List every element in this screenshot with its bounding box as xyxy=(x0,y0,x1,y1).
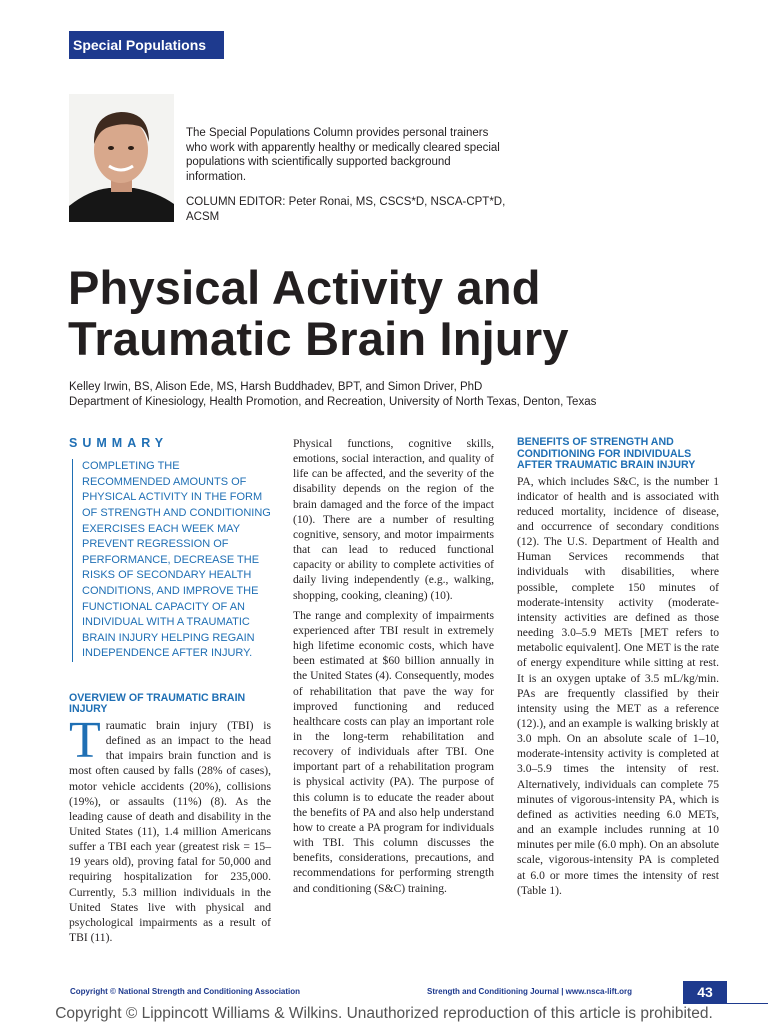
portrait-image xyxy=(69,94,174,222)
footer-journal: Strength and Conditioning Journal | www.nsca-lift.org xyxy=(427,987,633,996)
affiliation: Department of Kinesiology, Health Promotion, and Recreation, University of North Texas, Denton, Texas xyxy=(69,396,597,408)
benefits-heading: BENEFITS OF STRENGTH AND CONDITIONING FOR INDIVIDUALS AFTER TRAUMATIC BRAIN INJURY xyxy=(517,436,696,471)
benefits-paragraph: PA, which includes S&C, is the number 1 indicator of health and is associated with reduced mortality, incidence of disease, and occurrence of secondary conditions (12). The U.S. Department of Health and Human Services recommends that individuals with disabilities, where possible, complete 150 minutes of moderate-intensity activity (moderate-intensity activities are defined as those needing 3.0–5.9 METs [MET refers to metabolic equivalent]. One MET is the rate of energy expenditure while sitting at rest. It is an oxygen uptake of 3.5 mL/kg/min. PAs are frequently classified by their intensity using the MET as a reference (12).), and an example is walking briskly at 3.0 mph. On an absolute scale of 1–10, moderate-intensity activity is completed at 3.0–5.9 times the intensity of rest. Alternatively, individuals can complete 75 minutes of vigorous-intensity PA, which is defined as activities needing 6.0 METs, and an example includes running at 10 minutes per mile (6.0 mph). On an absolute scale, vigorous-intensity PA is completed at 6.0 or more times the intensity of rest (Table 1). xyxy=(517,474,719,897)
footer-copyright: Copyright © National Strength and Conditioning Association xyxy=(70,987,301,996)
paragraph-impairments: Physical functions, cognitive skills, emotions, social interaction, and quality of life can be affected, and the severity of the disability depends on the region of the brain damaged and the force of the impact (10). There are a number of resulting cognitive, sensory, and motor impairments that can lead to reduced functional capacity or ability to complete activities of daily living independently (e.g., walking, shopping, cooking, cleaning) (10). xyxy=(293,437,494,602)
authors: Kelley Irwin, BS, Alison Ede, MS, Harsh Buddhadev, BPT, and Simon Driver, PhD xyxy=(69,381,483,393)
drop-cap: T xyxy=(69,711,101,769)
column-editor: COLUMN EDITOR: Peter Ronai, MS, CSCS*D, NSCA-CPT*D, ACSM xyxy=(186,196,506,223)
summary-text: COMPLETING THE RECOMMENDED AMOUNTS OF PHYSICAL ACTIVITY IN THE FORM OF STRENGTH AND CONDITIONING EXERCISES EACH WEEK MAY PREVENT REGRESSION OF PERFORMANCE, DECREASE THE RISKS OF SECONDARY HEALTH CONDITIONS, AND IMPROVE THE FUNCTIONAL CAPACITY OF AN INDIVIDUAL WITH A TRAUMATIC BRAIN INJURY HELPING REGAIN INDEPENDENCE AFTER INJURY. xyxy=(72,459,271,662)
article-title: Physical Activity and Traumatic Brain Injury xyxy=(68,261,569,365)
section-tag: Special Populations xyxy=(69,31,224,59)
column-3 xyxy=(517,437,719,903)
column-description: The Special Populations Column provides personal trainers who work with apparently healthy or medically cleared special populations with scientifically supported background information. xyxy=(186,127,500,183)
column-1 xyxy=(69,436,271,950)
paragraph-costs: The range and complexity of impairments experienced after TBI result in extremely high lifetime economic costs, which have been estimated at $60 billion annually in the United States (4). Consequently, modes of rehabilitation that pave the way for improved functioning and reduced healthcare costs can play an important role in the long-term rehabilitation and recovery of individuals after TBI. One important part of a rehabilitation program is physical activity (PA). The purpose of this column is to educate the reader about the benefits of PA and also help understand how to create a PA program for individuals with TBI. This column discusses the benefits, considerations, precautions, and recommendations for performing strength and conditioning (S&C) training. xyxy=(293,608,494,895)
overview-heading: OVERVIEW OF TRAUMATIC BRAIN INJURY xyxy=(69,691,246,716)
column-editor-photo xyxy=(69,94,174,222)
column-intro xyxy=(186,126,506,235)
page-number: 43 xyxy=(683,981,727,1003)
column-2 xyxy=(293,436,494,901)
overview-text: raumatic brain injury (TBI) is defined as an impact to the head that impairs brain function and is most often caused by falls (28% of cases), motor vehicle accidents (20%), collisions (19%), or assaults (11%) (8). As the leading cause of death and disability in the United States (11), 1.4 million Americans suffer a TBI each year (greatest risk = 15–19 years old), proving fatal for 50,000 and requiring hospitalization for 235,000. Currently, 5.3 million individuals in the United States live with physical and psychological impairments as a result of TBI (11). xyxy=(69,718,271,945)
summary-heading: SUMMARY xyxy=(69,436,169,450)
author-block xyxy=(69,380,709,410)
overview-paragraph xyxy=(69,711,271,945)
copyright-notice: Copyright © Lippincott Williams & Wilkins. Unauthorized reproduction of this article is prohibited. xyxy=(55,1005,713,1022)
